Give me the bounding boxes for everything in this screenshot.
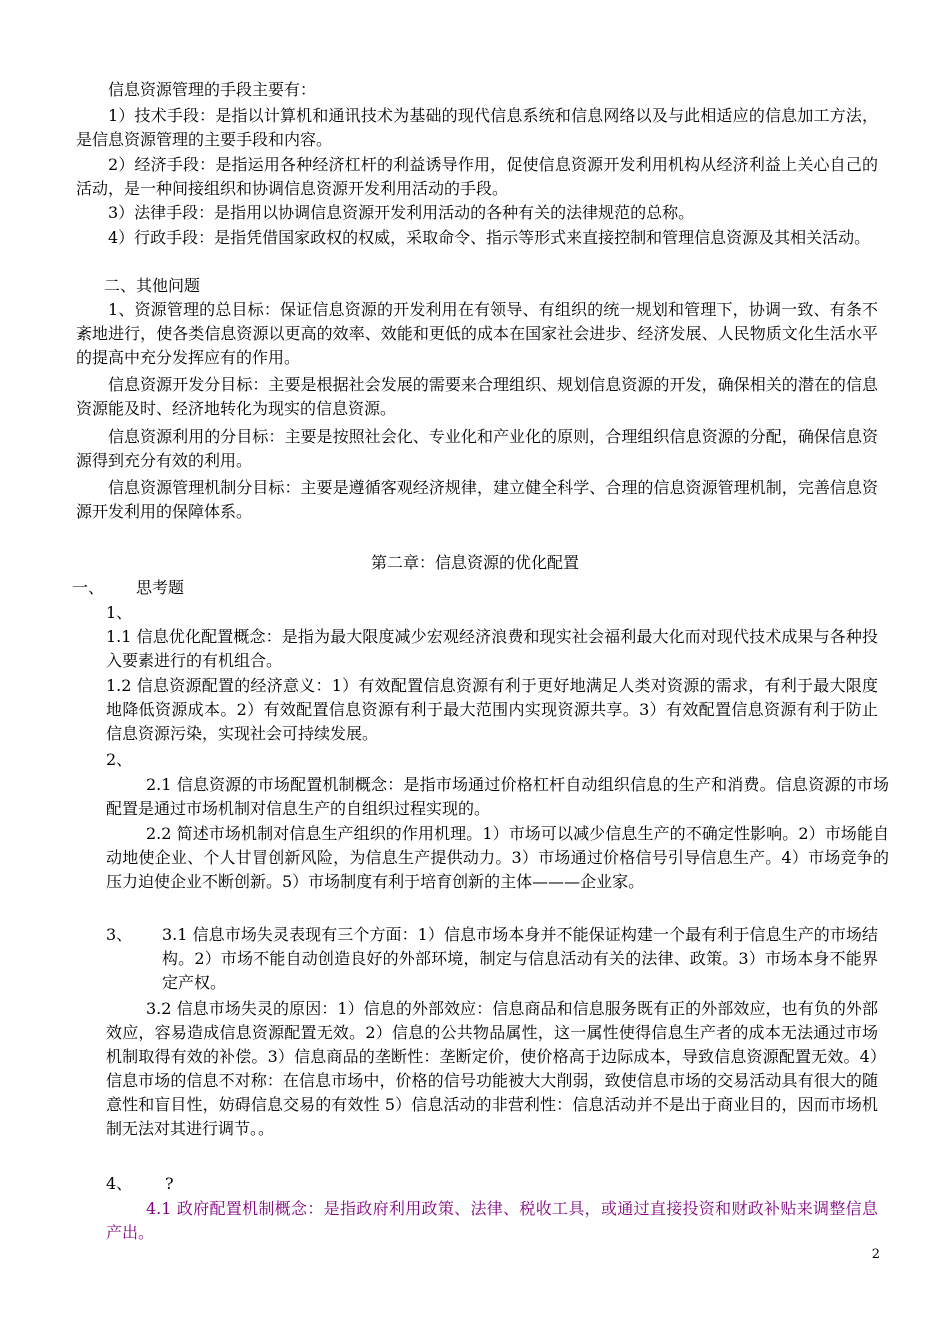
- paragraph-q1-1: 1.1 信息优化配置概念：是指为最大限度减少宏观经济浪费和现实社会福利最大化而对现代技术成果与各种投入要素进行的有机组合。: [106, 627, 878, 670]
- paragraph-law-means: 3）法律手段：是指用以协调信息资源开发利用活动的各种有关的法律规范的总称。: [108, 203, 695, 222]
- page-number: 2: [871, 1247, 880, 1262]
- paragraph-q1-2: 1.2 信息资源配置的经济意义：1）有效配置信息资源有利于更好地满足人类对资源的需求，有利于最大限度地降低资源成本。2）有效配置信息资源有利于最大范围内实现资源共享。3）有效配置信息资源有利于防止信息资源污染，实现社会可持续发展。: [106, 676, 878, 743]
- paragraph-use-goal: 信息资源利用的分目标：主要是按照社会化、专业化和产业化的原则，合理组织信息资源的分配，确保信息资源得到充分有效的利用。: [76, 427, 878, 470]
- question-1-number: 1、: [106, 603, 133, 622]
- means-intro: 信息资源管理的手段主要有：: [108, 80, 317, 99]
- paragraph-q2-1: 2.1 信息资源的市场配置机制概念：是指市场通过价格杠杆自动组织信息的生产和消费。信息资源的市场配置是通过市场机制对信息生产的自组织过程实现的。: [106, 775, 889, 818]
- question-2-number: 2、: [106, 750, 133, 769]
- paragraph-q4-1: 4.1 政府配置机制概念：是指政府利用政策、法律、税收工具，或通过直接投资和财政补贴来调整信息产出。: [106, 1199, 878, 1242]
- paragraph-admin-means: 4）行政手段：是指凭借国家政权的权威，采取命令、指示等形式来直接控制和管理信息资源及其相关活动。: [108, 228, 871, 247]
- paragraph-dev-goal: 信息资源开发分目标：主要是根据社会发展的需要来合理组织、规划信息资源的开发，确保相关的潜在的信息资源能及时、经济地转化为现实的信息资源。: [76, 375, 878, 418]
- paragraph-q3-2: 3.2 信息市场失灵的原因：1）信息的外部效应：信息商品和信息服务既有正的外部效应，也有负的外部效应，容易造成信息资源配置无效。2）信息的公共物品属性，这一属性使得信息生产者的成本无法通过市场机制取得有效的补偿。3）信息商品的垄断性：垄断定价，使价格高于边际成本，导致信息资源配置无效。4）信息市场的信息不对称：在信息市场中，价格的信号功能被大大削弱，致使信息市场的交易活动具有很大的随意性和盲目性，妨碍信息交易的有效性 5）信息活动的非营利性：信息活动并不是出于商业目的，因而市场机制无法对其进行调节。。: [106, 999, 878, 1138]
- paragraph-total-goal: 1、资源管理的总目标：保证信息资源的开发利用在有领导、有组织的统一规划和管理下，协调一致、有条不紊地进行，使各类信息资源以更高的效率、效能和更低的成本在国家社会进步、经济发展、人民物质文化生活水平的提高中充分发挥应有的作用。: [76, 300, 878, 367]
- question-4-mark: ?: [165, 1174, 174, 1193]
- heading-other-issues: 二、其他问题: [104, 276, 201, 295]
- paragraph-tech-means: 1）技术手段：是指以计算机和通讯技术为基础的现代信息系统和信息网络以及与此相适应的信息加工方法，是信息资源管理的主要手段和内容。: [76, 106, 878, 149]
- paragraph-mech-goal: 信息资源管理机制分目标：主要是遵循客观经济规律，建立健全科学、合理的信息资源管理机制，完善信息资源开发利用的保障体系。: [76, 478, 878, 521]
- think-label: 思考题: [136, 578, 185, 597]
- paragraph-econ-means: 2）经济手段：是指运用各种经济杠杆的利益诱导作用，促使信息资源开发利用机构从经济利益上关心自己的活动，是一种间接组织和协调信息资源开发利用活动的手段。: [76, 155, 878, 198]
- question-3-number: 3、: [106, 925, 133, 944]
- think-number: 一、: [72, 578, 105, 597]
- paragraph-q2-2: 2.2 简述市场机制对信息生产组织的作用机理。1）市场可以减少信息生产的不确定性影响。2）市场能自动地使企业、个人甘冒创新风险，为信息生产提供动力。3）市场通过价格信号引导信息生产。4）市场竞争的压力迫使企业不断创新。5）市场制度有利于培育创新的主体———企业家。: [106, 824, 889, 891]
- paragraph-q3-1: 3.1 信息市场失灵表现有三个方面：1）信息市场本身并不能保证构建一个最有利于信息生产的市场结构。2）市场不能自动创造良好的外部环境，制定与信息活动有关的法律、政策。3）市场本身不能界定产权。: [162, 925, 878, 992]
- question-4-number: 4、: [106, 1174, 133, 1193]
- chapter-title: 第二章：信息资源的优化配置: [370, 553, 579, 572]
